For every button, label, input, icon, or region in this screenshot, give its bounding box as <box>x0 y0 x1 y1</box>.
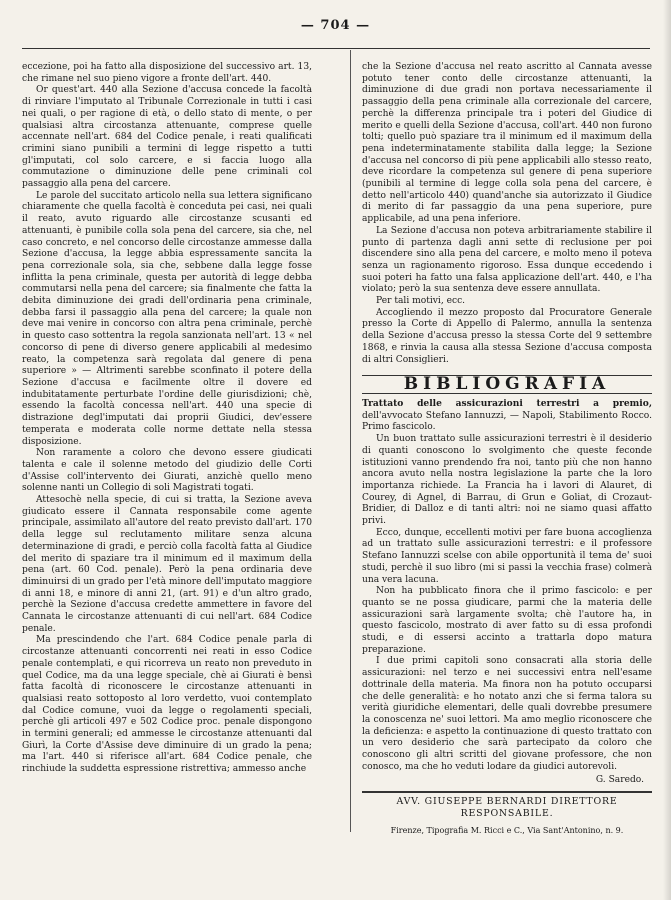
paragraph: Non raramente a coloro che devono essere giudicati talenta e cale il solenne metodo del giudizio delle Corti d'Assise coll'intervento dei Giurati, anzichè quello meno solenne nanti un Collegio di soli Magistrati togati. <box>22 448 312 494</box>
printer-line: Firenze, Tipografia M. Ricci e C., Via Sant'Antonino, n. 9. <box>390 825 624 835</box>
footer-rule <box>362 791 652 793</box>
paragraph: eccezione, poi ha fatto alla disposizione del successivo art. 13, che rimane nel suo pieno vigore a fronte dell'art. 440. <box>22 62 312 84</box>
paragraph: Ma prescindendo che l'art. 684 Codice penale parla di circostanze attenuanti concorrenti nei reati in esso Codice penale contemplati, e qui ricorreva un reato non preveduto in quel Codice, ma da una legge speciale, chè ai Giurati è bensì fatta facoltà di riconoscere le circostanze attenuanti in qualsiasi reato sottoposto al loro verdetto, vuoi contemplato dal Codice comune, vuoi da legge o regolamenti speciali, perchè gli articoli 497 e 502 Codice proc. penale dispongono in termini generali; ed ammesse le circostanze attenuanti dal Giurì, la Corte d'Assise deve diminuire di un grado la pena; ma l'art. 440 si riferisce all'art. 684 Codice penale, che rinchiude la suddetta espressione ristrettiva; ammesso anche <box>22 635 312 775</box>
bibliography-entry <box>362 398 652 434</box>
column-divider <box>350 50 351 832</box>
bibliography-entry-title: Trattato delle assicurazioni terrestri a premio, <box>362 397 652 409</box>
publisher-line: AVV. GIUSEPPE BERNARDI DIRETTORE RESPONSABILE. <box>396 796 618 819</box>
review-signature: G. Saredo. <box>595 775 644 786</box>
paragraph: Accogliendo il mezzo proposto dal Procuratore Generale presso la Corte di Appello di Palermo, annulla la sentenza della Sezione d'accusa presso la stessa Corte del 9 settembre 1868, e rinvia la causa alla stessa Sezione d'accusa composta di altri Consiglieri. <box>362 307 652 365</box>
header-rule <box>22 48 650 49</box>
page-number: — 704 — <box>300 18 371 33</box>
paragraph: che la Sezione d'accusa nel reato ascritto al Cannata avesse potuto tener conto delle circostanze attenuanti, la diminuzione di due gradi non portava necessariamente il passaggio della pena criminale alla correzionale del carcere, perchè la differenza principale tra i poteri del Giudice di merito e quelli della Sezione d'accusa, coll'art. 440 non furono tolti; quello può spaziare tra il minimum ed il maximum della pena indeterminatamente stabilita dalla legge; la Sezione d'accusa nel concorso di più pene applicabili allo stesso reato, deve ricordare la competenza sul genere di pena superiore (punibili al termine di legge colla sola pena del carcere, è detto nell'articolo 440) quand'anche sia autorizzato il Giudice di merito di far passaggio da una pena superiore, pure applicabile, ad una pena inferiore. <box>362 62 652 225</box>
review-paragraph: Non ha pubblicato finora che il primo fascicolo: e per quanto se ne possa giudicare, parmi che la materia delle assicurazioni sarà largamente svolta; chè l'autore ha, in questo fascicolo, mostrato di aver fatto su di essa profondi studi, e di essersi accinto a trattarla dopo matura preparazione. <box>362 586 652 655</box>
paragraph: Attesochè nella specie, di cui si tratta, la Sezione aveva giudicato essere il Cannata responsabile come agente principale, assimilato all'autore del reato previsto dall'art. 170 della legge sul reclutamento militare senza alcuna determinazione di gradi, e perciò colla facoltà fatta al Giudice del merito di spaziare tra il minimum ed il maximum della pena (art. 60 Cod. penale). Però la pena ordinaria deve diminuirsi di un grado per l'età minore dell'imputato maggiore di anni 18, e minore di anni 21, (art. 91) e d'un altro grado, perchè la Sezione d'accusa credette ammettere in favore del Cannata le circostanze attenuanti di cui nell'art. 684 Codice penale. <box>22 495 313 634</box>
paragraph: La Sezione d'accusa non poteva arbitrariamente stabilire il punto di partenza dagli anni sette di reclusione per poi discendere sino alla pena del carcere, e molto meno il poteva senza un ragionamento rigoroso. Essa dunque eccedendo i suoi poteri ha fatto una falsa applicazione dell'art. 440, e l'ha violato; però la sua sentenza deve essere annullata. <box>362 225 652 295</box>
review-paragraph: I due primi capitoli sono consacrati alla storia delle assicurazioni: nel terzo e nei successivi entra nell'esame dottrinale della materia. Ma finora non ha potuto occuparsi che delle generalità: e ho notato anzi che si ferma talora su verità giuridiche elementari, delle quali dovrebbe presumere la conoscenza ne' suoi lettori. Ma amo meglio riconoscere che la deficienza: e aspetto la continuazione di questo trattato con un vero desiderio che sarà partecipato da coloro che conoscono gli altri scritti del giovane professore, che non conosco, ma che ho veduti lodare da giudici autorevoli. <box>362 656 652 772</box>
paragraph: Per tali motivi, ecc. <box>376 296 466 307</box>
paragraph: Or quest'art. 440 alla Sezione d'accusa concede la facoltà di rinviare l'imputato al Tribunale Correzionale in tutti i casi nei quali, o per ragione di età, o dello stato di mente, o per qualsiasi altra circostanza attenuante, comprese quelle accennate nell'art. 684 del Codice penale, i reati qualificati crimini siano punibili a termini di legge rispetto a tutti gl'imputati, col solo carcere, e si faccia luogo alla commutazione o diminuzione delle pene criminali col passaggio alla pena del carcere. <box>22 85 312 190</box>
paragraph: Le parole del succitato articolo nella sua lettera significano chiaramente che quella facoltà è conceduta pei casi, nei quali il reato, avuto riguardo alle circostanze scusanti ed attenuanti, è punibile colla sola pena del carcere, sia che, nel caso concreto, e nel concorso delle circostanze ammesse dalla Sezione d'accusa, la legge abbia espressamente sancita la pena correzionale sola, sia che, sebbene dalla legge fosse inflitta la pena criminale, questa per autorità di legge debba commutarsi nella pena del carcere; sia finalmente che fatta la debita diminuzione dei gradi dell'ordinaria pena criminale, debba farsi il passaggio alla pena del carcere; la quale non deve mai venire in concorso con altra pena criminale, perchè in questo caso sottentra la regola sanzionata nell'art. 13 « nel concorso di pene di diverso genere applicabili al medesimo reato, la competenza sarà regolata dal genere di pena superiore » — Altrimenti sarebbe sconfinato il potere della Sezione d'accusa e facilmente oltre il dovere ed indubitatamente perturbate l'ordine delle giurisdizioni; chè, essendo la facoltà concessa nell'art. 440 una specie di distrazione degl'imputati dai proprii Giudici, dev'essere temperata e moderata colle norme dettate nella stessa disposizione. <box>22 190 312 447</box>
bibliography-entry-details: dell'avvocato Stefano Iannuzzi, — Napoli, Stabilimento Rocco. Primo fascicolo. <box>362 410 652 433</box>
right-column <box>362 62 652 836</box>
review-paragraph: Ecco, dunque, eccellenti motivi per fare buona accoglienza ad un trattato sulle assicurazioni terrestri: e il professore Stefano Iannuzzi scelse con abile opportunità il tema de' suoi studi, perchè il suo libro (mi si passi la vecchia frase) colmerà una vera lacuna. <box>362 527 652 585</box>
review-paragraph: Un buon trattato sulle assicurazioni terrestri è il desiderio di quanti conoscono lo svolgimento che queste feconde istituzioni vanno prendendo fra noi, tanto più che non hanno ancora avuto nella nostra legislazione la parte che la loro importanza richiede. La Francia ha i lavori di Alauret, di Courey, di Agnel, di Barrau, di Grun e Goliat, di Crozaut-Bridier, di Dalloz e di tanti altri: noi ne siamo quasi affatto privi. <box>362 434 652 527</box>
bibliography-heading: BIBLIOGRAFIA <box>362 375 652 394</box>
left-column <box>22 62 312 776</box>
page-edge-shadow <box>663 0 671 900</box>
